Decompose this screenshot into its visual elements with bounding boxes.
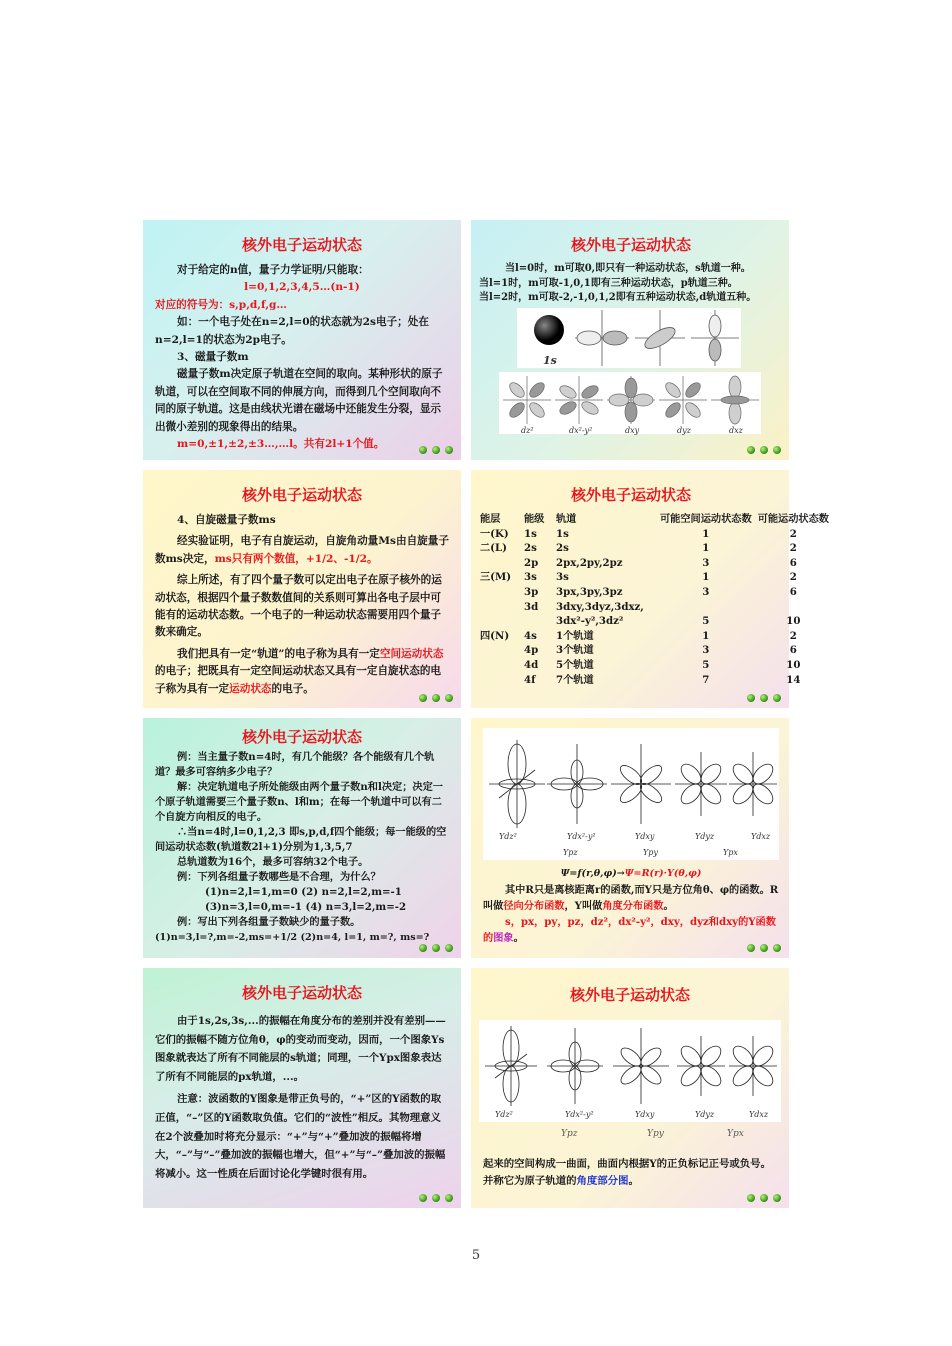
- table-cell: 4d: [524, 658, 539, 671]
- orbital-label: Ydx²-y²: [567, 832, 596, 841]
- orbital-label: Ypx: [723, 848, 738, 857]
- table-cell: 1: [702, 527, 710, 540]
- text-line: 4、自旋磁量子数ms: [177, 514, 276, 526]
- slide-title: 核外电子运动状态: [241, 486, 362, 504]
- slide-title: 核外电子运动状态: [241, 236, 362, 254]
- text-line: 如：一个电子处在n=2,l=0的状态就为2s电子；处在n=2,l=1的状态为2p电子。: [155, 316, 429, 346]
- orbital-label: Ydxz: [751, 832, 771, 841]
- energy-level-table: [477, 512, 832, 687]
- table-cell: 1: [702, 542, 710, 555]
- table-row: [477, 643, 832, 658]
- orbital-label: Ydyz: [695, 832, 715, 841]
- orbital-label: dz²: [521, 426, 534, 435]
- slide-dots: [747, 944, 781, 952]
- table-cell: 3p: [524, 585, 539, 598]
- text-line: m=0,±1,±2,±3…,…l。共有2l+1个值。: [177, 438, 385, 451]
- table-cell: 5: [702, 615, 710, 628]
- table-cell: [657, 600, 755, 615]
- table-cell: 4f: [524, 673, 536, 686]
- table-row: [477, 556, 832, 571]
- column-header: 可能空间运动状态数: [660, 513, 752, 525]
- wavefunction-formula: Ψ=f(r,θ,φ)→Ψ=R(r)·Y(θ,φ): [560, 868, 702, 879]
- table-cell: 2: [789, 542, 797, 555]
- table-cell: [477, 556, 521, 571]
- slide-title: 核外电子运动状态: [570, 236, 691, 254]
- table-cell: 14: [786, 673, 801, 686]
- table-cell: 3: [702, 585, 710, 598]
- orbital-label: dxz: [729, 426, 743, 435]
- table-row: [477, 629, 832, 644]
- text-line: (1)n=3,l=?,m=-2,ms=+1/2 (2)n=4, l=1, m=?, ms=?: [155, 932, 430, 943]
- text-line: 例：当主量子数n=4时，有几个能级？各个能级有几个轨道？最多可容纳多少电子？: [155, 751, 435, 778]
- table-cell: 二(L): [480, 542, 507, 555]
- text-line: l=0,1,2,3,4,5…(n-1): [244, 281, 360, 294]
- orbital-picture-d: [499, 372, 761, 434]
- table-cell: 6: [789, 585, 797, 598]
- page-number: 5: [471, 1248, 481, 1263]
- table-cell: 2p: [524, 556, 539, 569]
- text-line: 其中R只是离核距离r的函数,而Y只是方位角θ、φ的函数。R叫做径向分布函数，Y叫做角度分布函数。: [483, 884, 779, 912]
- slide-angular-part-diagram: [471, 968, 789, 1208]
- table-cell: 3d: [524, 600, 539, 613]
- text-line: 例：写出下列各组量子数缺少的量子数。: [177, 916, 361, 928]
- table-cell: [477, 658, 521, 673]
- orbital-label: dyz: [677, 426, 691, 435]
- text-line: 起来的空间构成一曲面，曲面内根据Y的正负标记正号或负号。并称它为原子轨道的角度部分图。: [483, 1158, 771, 1187]
- text-line: 当l=0时，m可取0,即只有一种运动状态，s轨道一种。: [505, 263, 751, 274]
- slide-title: 核外电子运动状态: [570, 486, 691, 504]
- table-row: [477, 527, 832, 542]
- slide-title: 核外电子运动状态: [241, 728, 362, 746]
- table-cell: 6: [789, 556, 797, 569]
- table-cell: [521, 614, 553, 629]
- slide-energy-levels-table: [471, 470, 829, 708]
- slide-m-values: [471, 220, 789, 460]
- orbital-label: Ydx²-y²: [565, 1110, 594, 1119]
- table-row: [477, 570, 832, 585]
- text-line: 注意：波函数的Y图象是带正负号的，“+”区的Y函数的取正值，“–”区的Y函数取负值。它们的“波性”相反。其物理意义在2个波叠加时将充分显示：“+”与“+”叠加波的振幅将增大，“–”与“–”叠加波的振幅也增大，但“+”与“–”叠加波的振幅将减小。这一性质在后面讨论化学键时很有用。: [155, 1093, 446, 1180]
- table-cell: 2: [789, 629, 797, 642]
- text-line: (1)n=2,l=1,m=0 (2) n=2,l=2,m=-1: [205, 886, 402, 898]
- orbital-picture-s-p: [517, 308, 741, 368]
- text-line: 解：决定轨道电子所处能级由两个量子数n和l决定；决定一个原子轨道需要三个量子数n、l和m；在每一个轨道中可以有二个自旋方向相反的电子。: [155, 781, 443, 823]
- label-1s: 1s: [543, 354, 557, 367]
- text-line: s，px，py，pz，dz²，dx²-y²，dxy，dyz和dxy的Y函数的图象。: [483, 916, 776, 944]
- orbital-label: Ydyz: [695, 1110, 715, 1119]
- orbital-label: Ypz: [563, 848, 578, 857]
- orbital-label: dx²-y²: [569, 426, 593, 435]
- table-row: [477, 658, 832, 673]
- slide-y-images: [143, 968, 461, 1208]
- table-cell: 1s: [556, 527, 569, 540]
- table-cell: 1s: [524, 527, 537, 540]
- table-cell: 6: [789, 644, 797, 657]
- table-cell: 一(K): [480, 527, 509, 540]
- table-cell: [755, 600, 832, 615]
- table-cell: [477, 673, 521, 688]
- text-line: 当l=1时，m可取-1,0,1即有三种运动状态，p轨道三种。: [479, 277, 738, 289]
- slide-dots: [419, 694, 453, 702]
- table-row: [477, 585, 832, 600]
- text-line: 磁量子数m决定原子轨道在空间的取向。某种形状的原子轨道，可以在空间取不同的伸展方向，而得到几个空间取向不同的原子轨道。这是由线状光谱在磁场中还能发生分裂，显示出微小差别的现象得出的结果。: [155, 368, 443, 433]
- slide-quantum-numbers-l: [143, 220, 461, 460]
- table-cell: 3s: [556, 571, 569, 584]
- table-cell: [477, 585, 521, 600]
- table-cell: 10: [786, 615, 801, 628]
- table-cell: 1个轨道: [556, 629, 594, 642]
- text-line: ∴当n=4时,l=0,1,2,3 即s,p,d,f四个能级；每一能级的空间运动状态数(轨道数2l+1)分别为1,3,5,7: [155, 826, 447, 853]
- text-line: 总轨道数为16个，最多可容纳32个电子。: [177, 856, 369, 868]
- text-line: 对于给定的n值，量子力学证明/只能取：: [177, 264, 369, 276]
- table-cell: 1: [702, 629, 710, 642]
- text-line: 经实验证明，电子有自旋运动，自旋角动量Ms由自旋量子数ms决定，ms只有两个数值，+1/2、-1/2。: [155, 535, 449, 565]
- slide-examples: [143, 718, 461, 958]
- table-row: [477, 614, 832, 629]
- text-line: 例：下列各组量子数哪些是不合理，为什么？: [177, 871, 381, 883]
- table-cell: 3dxy,3dyz,3dxz,: [556, 600, 644, 613]
- orbital-label: Ydxy: [635, 832, 655, 841]
- slide-dots: [419, 1194, 453, 1202]
- table-cell: 3s: [524, 571, 537, 584]
- orbital-label: Ypz: [561, 1129, 578, 1139]
- table-cell: [477, 643, 521, 658]
- table-cell: 2: [789, 571, 797, 584]
- table-cell: 2s: [556, 542, 569, 555]
- table-cell: 5: [702, 658, 710, 671]
- table-cell: 7: [702, 673, 710, 686]
- table-cell: 2: [789, 527, 797, 540]
- orbital-label: dxy: [625, 426, 640, 435]
- slide-dots: [747, 1194, 781, 1202]
- table-cell: 3px,3py,3pz: [556, 585, 623, 598]
- table-cell: 4p: [524, 644, 539, 657]
- table-cell: [477, 614, 521, 629]
- column-header: 能级: [524, 513, 545, 525]
- slide-dots: [419, 944, 453, 952]
- orbital-y-picture: [479, 1020, 781, 1122]
- table-cell: 3: [702, 644, 710, 657]
- table-cell: 2s: [524, 542, 537, 555]
- text-line: 由于1s,2s,3s,...的振幅在角度分布的差别并没有差别——它们的振幅不随方位角θ，φ的变动而变动，因而，一个图象Ys图象就表达了所有不同能层的s轨道；同理，一个Ypx图象表达了所有不同能层的px轨道，...。: [155, 1015, 446, 1083]
- text-line: (3)n=3,l=0,m=-1 (4) n=3,l=2,m=-2: [205, 901, 407, 913]
- text-line: 3、磁量子数m: [177, 351, 249, 364]
- orbital-label: Ydz²: [495, 1110, 513, 1119]
- table-row: [477, 541, 832, 556]
- table-cell: 3dx²-y²,3dz²: [556, 615, 624, 628]
- table-cell: 1: [702, 571, 710, 584]
- table-cell: 10: [786, 658, 801, 671]
- text-line: 当l=2时，m可取-2,-1,0,1,2即有五种运动状态,d轨道五种。: [479, 292, 757, 303]
- table-cell: 三(M): [480, 571, 512, 584]
- orbital-label: Ydxz: [749, 1110, 769, 1119]
- text-line: 对应的符号为：s,p,d,f,g…: [155, 298, 288, 311]
- table-cell: 4s: [524, 629, 537, 642]
- orbital-label: Ypx: [727, 1129, 744, 1139]
- slide-dots: [747, 446, 781, 454]
- column-header: 轨道: [556, 513, 577, 525]
- orbital-label: Ydxy: [635, 1110, 655, 1119]
- slide-wavefunction: [471, 718, 789, 958]
- slide-spin-quantum-number: [143, 470, 461, 708]
- table-cell: 2px,2py,2pz: [556, 556, 623, 569]
- table-cell: 四(N): [480, 629, 510, 642]
- table-row: [477, 673, 832, 688]
- orbital-label: Ypy: [643, 848, 658, 857]
- table-cell: [477, 600, 521, 615]
- slide-title: 核外电子运动状态: [241, 984, 362, 1002]
- slide-dots: [419, 446, 453, 454]
- orbital-label: Ydz²: [499, 832, 517, 841]
- slide-title: 核外电子运动状态: [569, 986, 690, 1004]
- table-cell: 3个轨道: [556, 644, 594, 657]
- table-cell: 5个轨道: [556, 658, 594, 671]
- column-header: 可能运动状态数: [757, 513, 829, 525]
- slide-dots: [747, 694, 781, 702]
- table-header-row: [477, 512, 832, 527]
- table-cell: 3: [702, 556, 710, 569]
- text-line: 综上所述，有了四个量子数可以定出电子在原子核外的运动状态，根据四个量子数数值间的关系则可算出各电子层中可能有的运动状态数。一个电子的一种运动状态需要用四个量子数来确定。: [155, 574, 442, 639]
- table-row: [477, 600, 832, 615]
- column-header: 能层: [480, 513, 501, 525]
- table-cell: 7个轨道: [556, 673, 594, 686]
- orbital-y-picture: [483, 728, 779, 860]
- orbital-label: Ypy: [647, 1129, 664, 1139]
- text-line: 我们把具有一定“轨道”的电子称为具有一定空间运动状态的电子；把既具有一定空间运动状态又具有一定自旋状态的电子称为具有一定运动状态的电子。: [155, 647, 444, 695]
